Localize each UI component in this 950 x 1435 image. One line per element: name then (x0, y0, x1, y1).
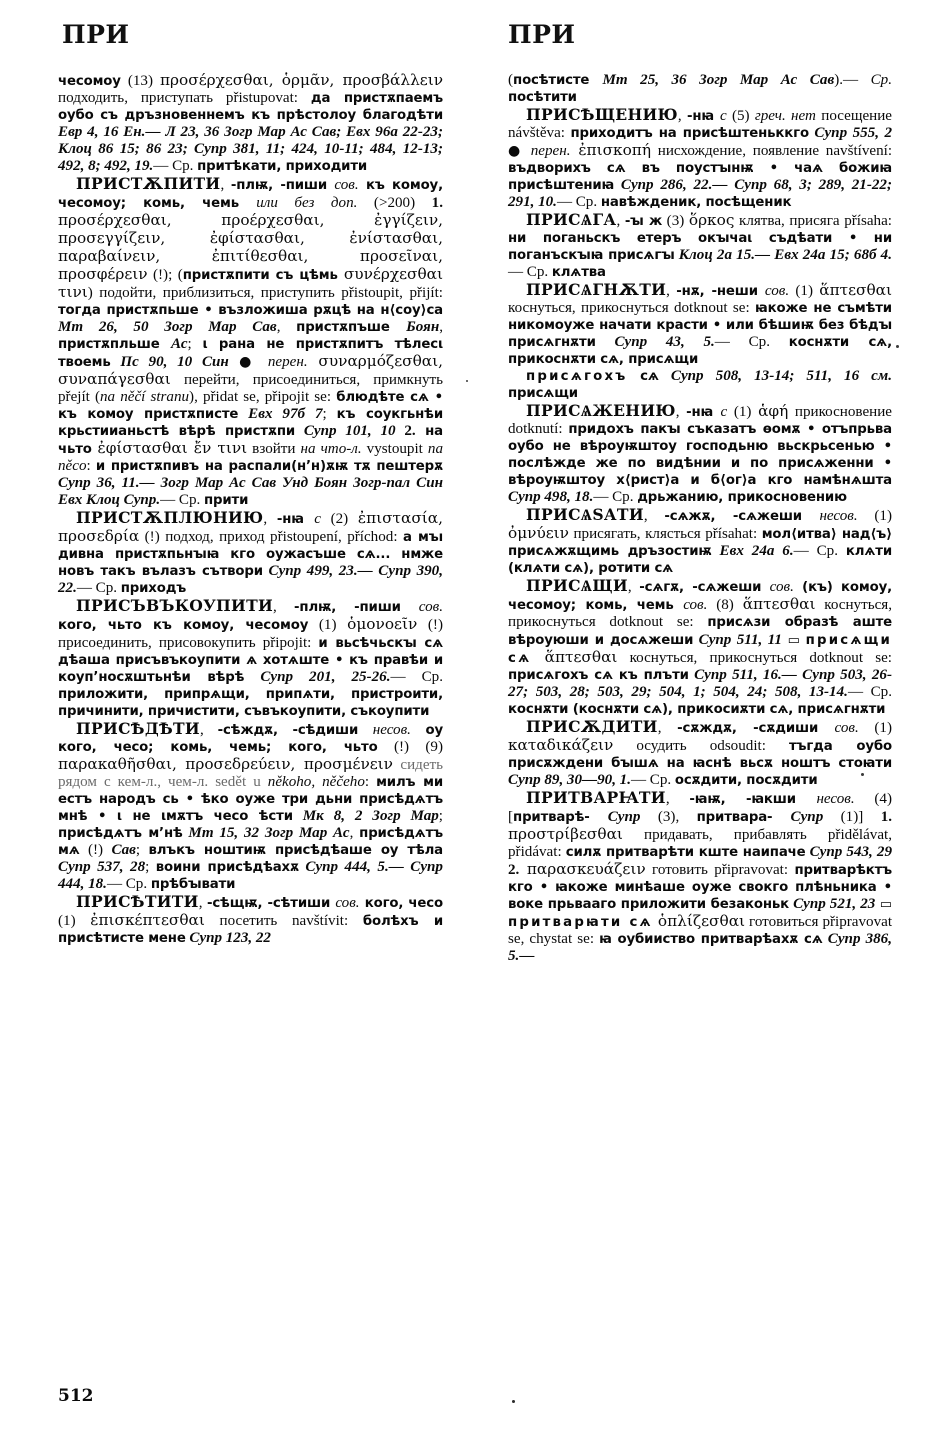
text-run: návštěva: (508, 125, 571, 142)
text-run: или без доп. (256, 195, 358, 212)
text-run: — Ср. (714, 334, 789, 351)
text-run: и пристѫпивъ на распали(н’н)ѫѭ тѫ пештерѫ (95, 459, 443, 475)
text-run: ПРИСѦЖЕНИЮ (526, 401, 676, 421)
text-run: Супр 123, 22 (185, 929, 271, 946)
text-run: přistoupit, přijít: (341, 285, 443, 302)
text-run: ▭ (781, 632, 806, 648)
text-run: взойти (247, 441, 301, 458)
text-run: ὁπλίζεσθαι (652, 911, 746, 930)
text-run: ; (322, 406, 337, 423)
text-run: -нꙗ (686, 109, 720, 125)
text-run: подходить, приступать (58, 90, 226, 107)
text-run: (!) присоединить, присовокупить (58, 617, 443, 651)
text-run: παρακαθῆσθαι, προσεδρεύειν, προσμένειν (58, 754, 393, 773)
text-run: παρασκευάζειν (519, 859, 646, 878)
text-run: Супр 498, 18. (508, 489, 594, 506)
text-run: пристѫпити съ цѣмь (182, 268, 344, 284)
text-columns (0, 72, 950, 965)
text-run: 2. (404, 423, 416, 440)
text-run: ● (508, 143, 531, 160)
continuation-from-left-column (508, 72, 892, 106)
text-run: Супр 537, 28 (58, 858, 146, 875)
text-run: сов. (334, 177, 359, 194)
text-run: и вьсѣчьскꙑ сѧ дѣаша присъвъкоупити ѧ хотѧште • къ правѣи и коуп’носѫштьнѣи вѣрѣ (58, 635, 443, 685)
text-run: (1) (858, 719, 892, 736)
text-run: — Ср. (593, 489, 638, 506)
text-run: , (273, 599, 295, 616)
text-run: ἁφή (758, 402, 789, 421)
text-run: влъкъ ноштиѭ присѣдѣаше оу тѣла (148, 842, 443, 858)
entry-pristopiti (58, 175, 443, 509)
text-run: Супр 36, 11.— Зогр Мар Ас Сав Унд Боян Зогр-пал Син Евх Клоц Супр. (58, 475, 443, 509)
text-run: někoho, něčeho (267, 773, 365, 790)
text-run: клятва, присяга (734, 213, 845, 230)
text-run: ).— (834, 72, 871, 88)
text-run: притварꙗти сѧ (508, 914, 653, 930)
text-run: Супр 543, 29 (805, 843, 892, 860)
text-run: тъгда оубо присѫждени бꙑшѧ на ꙗснѣ вьсѫ ноштъ стоꙗти (508, 738, 892, 771)
text-run: , (349, 824, 360, 841)
text-run: болѣхъ и присѣтисте мене (58, 913, 443, 946)
text-run: кого, чесо (359, 895, 443, 911)
text-run: ПРИСѢТИТИ (76, 891, 199, 911)
text-run: -нꙗ (276, 512, 315, 528)
text-run: Мт 26, 50 Зогр Мар Сав (58, 319, 277, 336)
text-run: Мт 15, 32 Зогр Мар Ас (182, 824, 350, 841)
text-run: — Ср. (106, 875, 151, 892)
text-run: ПРИСѦЩИ (526, 576, 628, 596)
text-run: с (314, 511, 321, 528)
running-head-left-wrap (0, 22, 450, 47)
entry-prisagoh-crossref (508, 368, 892, 402)
text-run: -сѧжѫ, -сѧжеши (664, 509, 820, 525)
text-run: придавать, прибавлять (622, 826, 828, 843)
text-run: připravovat se, chystat se: (508, 913, 893, 947)
text-run: сѧ (627, 369, 659, 385)
text-run: dotknout se: (609, 614, 708, 631)
text-run: Супр 508, 13-14; 511, 16 см. (658, 368, 892, 385)
text-run: — Ср. (76, 580, 121, 597)
text-run: (!); ( (147, 267, 183, 284)
page-number: 512 (58, 1386, 94, 1406)
text-run: , (643, 508, 665, 525)
running-head-right: ПРИ (508, 20, 576, 49)
text-run: осѫдити, посѫдити (674, 772, 818, 788)
text-run: Супр 43, 5. (595, 334, 715, 351)
text-run: въдворихъ сѧ въ поустꙑнѭ • чаѧ божиꙗ присѣштениꙗ (508, 161, 892, 194)
text-run: προσέρχεσθαι, προέρχεσθαι, ἐγγίζειν, προσεγγίζειν, ἐφίστασθαι, ἐνίστασθαι, παραβαίνειν, ἐπιτίθεσθαι, προσεῖναι, προσφέρειν (58, 211, 443, 284)
text-run: sedět u (215, 773, 268, 790)
text-run: (1) (727, 404, 759, 421)
text-run: Супр 444, 5.— Супр 444, 18. (58, 858, 443, 892)
text-run: клѧти (клѧти сѧ), ротити сѧ (508, 544, 892, 577)
text-run: коснѫти (коснѫти сѧ), прикосиѫти сѧ, присѧгнѫти (508, 701, 886, 717)
text-run: пристѫпльше (58, 337, 171, 353)
text-run: ), přidat se, připojit se: (189, 389, 337, 406)
text-run: силѫ притварѣти кште наипаче (565, 844, 806, 860)
text-run: Мк 8, 2 Зогр Мар (292, 807, 439, 824)
text-run: присѧщи (508, 386, 578, 402)
text-run: συνέρχεσθαι τινι (58, 265, 443, 302)
text-run: προσέρχεσθαι, ὁρμᾶν, προσβάλλειν (160, 71, 443, 89)
text-run: милъ ми естъ народъ сь • ѣко оуже три дьни присѣдѧтъ мнѣ • ι не ιмѫтъ чесо ѣсти (58, 774, 443, 824)
text-run: блюдѣте сѧ • къ комоу пристѫписте (58, 390, 443, 423)
text-run: готовиться (745, 913, 823, 930)
text-run: прикосновение (788, 404, 893, 421)
text-run: ἅπτεσθαι (742, 595, 816, 614)
text-run: къ соукгьнѣи крьстиианьстѣ вѣрѣ пристѫпи (58, 407, 443, 440)
text-run: (13) (120, 73, 160, 89)
text-run: Супр 511, 16.— Супр 503, 26-27; 503, 28; 503, 29; 504, 1; 504, 24; 508, 13-14. (508, 666, 892, 700)
text-run: клѧтва (551, 265, 606, 281)
text-run: ι рана не пристѫпитъ тѣлесι твоемь (58, 337, 444, 371)
text-run: ПРИСѪДИТИ (526, 716, 658, 736)
text-run: (1) (857, 508, 892, 525)
text-run: (1) (58, 912, 91, 929)
text-run: нисхождение, появление (651, 143, 826, 160)
text-run: Супр 499, 23.— Супр 390, 22. (58, 563, 443, 597)
continuation-from-previous-page (58, 72, 443, 175)
text-run: dotknout se: (809, 649, 892, 666)
text-run: сов. (769, 579, 794, 596)
text-run: перен. (530, 143, 571, 160)
text-run: (>200) (357, 195, 432, 212)
text-run: а мъı дивна пристѫпьнꙑꙗ кго оужасъше сѧ... нмже новъ такъ вълазъ сътвори (58, 530, 443, 580)
text-run: , (675, 404, 687, 421)
text-run: vystoupit (361, 441, 428, 458)
entry-prisazati (508, 506, 892, 577)
text-run: (8) (707, 597, 743, 614)
text-run: посѣтити (508, 90, 577, 106)
text-run: -сѧгѫ, -сѧжеши (639, 580, 770, 596)
column-left (0, 72, 455, 965)
text-run: сидеть рядом с кем-л., чем-л. (58, 756, 444, 790)
text-run: Супр 201, 25-26. (244, 668, 391, 685)
text-run: ὅρκος (688, 211, 735, 230)
text-run: -ꙑ ж (624, 214, 663, 230)
text-run: готовить (645, 861, 715, 878)
text-run: притвара- (696, 809, 791, 825)
text-run: (1)] (823, 808, 881, 825)
text-run: сов. (335, 894, 360, 911)
text-run: сов. (834, 719, 859, 736)
text-run: мол⟨итва⟩ над⟨ъ⟩ присѧжѫщимь дръзостиѭ (508, 527, 893, 560)
text-run: -нѫ, -неши (676, 284, 765, 300)
text-run: присѧгохъ (526, 369, 628, 385)
text-run: ПРИТВАРꙖТИ (526, 787, 666, 807)
text-run: ПРИСѦЅАТИ (526, 505, 644, 525)
text-run: Супр 555, 2 (808, 125, 892, 142)
text-run: (!) (79, 841, 112, 858)
text-run: ὀμνύειν (508, 524, 569, 543)
text-run: несов. (819, 508, 858, 525)
text-run: — Ср. (793, 543, 846, 560)
text-run: навѣжденик, посѣщеник (600, 195, 792, 211)
text-run: присѧгохъ сѧ къ плъти (508, 667, 689, 683)
text-run: přejít ( (58, 389, 100, 406)
text-run: приходитъ на присѣштеньккго (570, 126, 809, 142)
text-run: ( (508, 72, 514, 88)
text-run: ПРИСѢДѢТИ (76, 718, 200, 738)
text-run: (2) (320, 511, 358, 528)
text-run: притварѣктъ кго • ꙗкоже минѣаше оуже свокго плѣньника • воке прьвааго приложити безаконьк (508, 862, 892, 912)
entry-prisazenie (508, 402, 892, 506)
text-run: посѣтисте (513, 73, 603, 88)
text-run: , (199, 721, 218, 738)
text-run: navštívení: (825, 143, 893, 160)
text-run: оу кого, чесо; комь, чемь; кого, чьто (58, 722, 443, 755)
text-run: Сав (111, 841, 136, 858)
text-run: присѣдѧтъ м’нѣ (58, 825, 183, 841)
text-run: притварѣ- (513, 809, 608, 825)
text-run: ὁμονοεῖν (347, 615, 418, 634)
text-run: чесомоу (58, 74, 121, 89)
text-run: -плѭ, -пиши (230, 178, 335, 194)
text-run: ; (135, 841, 149, 858)
text-run: Супр (607, 808, 641, 825)
text-run: — Ср. (153, 158, 198, 175)
text-run: -сѣщѭ, -сѣтиши (206, 895, 336, 911)
text-run: ἐπιστασία, προσεδρία (58, 509, 443, 546)
entry-prisasti (508, 577, 892, 717)
text-run: — Ср. (508, 264, 552, 281)
text-run: , (627, 579, 640, 596)
text-run: , (263, 511, 277, 528)
text-run: (4) [ (508, 790, 892, 825)
text-run: (3), (640, 808, 697, 825)
text-run: Ср. (870, 72, 892, 88)
text-run: ни поганьскъ етеръ окꙑчаι съдѣати • ни поганъскꙑꙗ присѧгꙑ (508, 231, 892, 264)
text-run: ; (187, 336, 203, 353)
text-run: коснѫти сѧ, прикоснѫти сѧ, присѧщи (508, 335, 893, 368)
text-run: προστρίβεσθαι (508, 824, 623, 843)
text-run: сов. (683, 597, 708, 614)
text-run: несов. (372, 721, 411, 738)
text-run: -сѫждѫ, -сѫдиши (677, 720, 835, 736)
text-run: dotknutí: (508, 421, 569, 438)
text-run: (1) (308, 617, 348, 634)
text-run: присѧщи сѧ (508, 632, 892, 666)
text-run: připravovat: (714, 861, 795, 878)
text-run: Мт 25, 36 Зогр Мар Ас Сав (602, 72, 835, 88)
entry-pritvarjati (508, 789, 892, 965)
text-run: ; (145, 858, 156, 875)
text-run: dotknout se: (673, 300, 755, 317)
text-run: дрьжанию, прикосновению (637, 490, 847, 506)
text-run: přísaha: (844, 213, 892, 230)
text-run: přistoupení, příchod: (270, 529, 404, 546)
text-run: , (677, 108, 687, 125)
text-run: посетить (204, 912, 292, 929)
column-right (455, 72, 910, 965)
text-run: (!) (9) (377, 738, 443, 755)
text-run: odsoudit: (709, 737, 789, 754)
text-run: ПРИСѦГНѪТИ (526, 280, 667, 300)
running-head-left: ПРИ (62, 20, 130, 49)
text-run: — Ср. (390, 668, 443, 685)
text-run: ἅπτεσθαι (819, 281, 892, 300)
entry-pristoplenie (58, 509, 443, 597)
text-run: , (276, 319, 297, 336)
text-run: воини присѣдѣахѫ (155, 859, 299, 875)
text-run: , (220, 177, 231, 194)
text-run: присѧзи образѣ аште вѣроуюши и досѧжеши (508, 615, 892, 648)
text-run: — Ср. (160, 492, 204, 509)
text-run: ἐπισκοπή (570, 141, 652, 160)
text-run: греч. нет (754, 108, 816, 125)
text-run: коснуться, прикоснуться (508, 300, 674, 317)
text-run: ) подойти, приблизиться, приступить (87, 285, 342, 302)
text-run: ἅπτεσθαι (531, 647, 618, 666)
text-run: (1) (789, 283, 820, 300)
text-run: с (719, 108, 727, 125)
text-run: Супр 89, 30—90, 1. (508, 771, 631, 788)
text-run: ПРИСѦГА (526, 210, 617, 230)
text-run: на чьто (58, 424, 444, 458)
text-run: ἐπισκέπτεσθαι (90, 910, 205, 929)
text-run: -плѭ, -пиши (294, 600, 419, 616)
text-run: přistupovat: (225, 90, 311, 107)
text-run: ▭ (875, 896, 892, 912)
text-run: приходъ (120, 581, 187, 597)
text-run: тогда пристѫпьше • възложиша рѫцѣ на н⟨соу⟩са (58, 303, 443, 319)
text-run: пристѫпъше (296, 320, 407, 336)
text-run: ἐφίστασθαι ἔν τινι (97, 439, 248, 458)
scan-artifact-dot (896, 345, 899, 348)
text-run: — Ср. (847, 683, 893, 700)
text-run: (къ) комоу, чесомоу; комь, чемь (508, 580, 892, 614)
scan-artifact-dot (512, 1400, 515, 1403)
text-run: къ комоу, чесомоу; комь, чемь (58, 178, 443, 212)
entry-prisedeti (58, 720, 443, 893)
entry-prisagnoti (508, 281, 892, 368)
text-run: Евх 24а 6. (711, 543, 794, 560)
text-run: с (720, 404, 728, 421)
text-run: несов. (816, 790, 855, 807)
text-run: Евр 4, 16 Ен.— Л 23, 36 Зогр Мар Ас Сав; Евх 96а 22-23; Клоц 86 15; 86 23; Супр 381, 11; 424, 10-11; 484, 12-13; 492, 8; 492, 19. (58, 124, 443, 175)
entry-prisoditi (508, 718, 892, 789)
text-run: , (665, 790, 690, 807)
text-run: ꙗкоже не съмѣти никомоуже начати красти • или бѣшиѭ без бѣдꙑ присѧгнѫти (508, 301, 892, 351)
text-run: Боян (406, 319, 440, 336)
text-run: συναρμόζεσθαι, συναπάγεσθαι (58, 352, 443, 389)
text-run: (!) подход, приход (139, 529, 271, 546)
text-run: ; (438, 807, 443, 824)
text-run: , (198, 894, 207, 911)
text-run: Супр 521, 23 (789, 895, 876, 912)
text-run: — Ср. (556, 194, 601, 211)
text-run: посещение (815, 108, 892, 125)
text-run: připojit: (262, 634, 319, 651)
text-run: придохъ пакꙑ съказатъ ѳомѫ • отъпрьва оубо не вѣроуѭштоу господьню вьскрьсенью • послѣжде же по видѣнии и по присѧженни • вѣроуѭштоу х⟨рист⟩а и б⟨ог⟩а кго намѣнѧшта (508, 422, 892, 489)
text-run: ПРИСТѪПЛЮНИЮ (76, 508, 264, 528)
text-run: 2. (508, 861, 520, 878)
text-run: перен. (267, 354, 308, 371)
text-run: Супр 386, 5.— (508, 930, 892, 964)
text-run: коснуться, прикоснуться (617, 649, 810, 666)
text-run: -сѣждѫ, -сѣдиши (217, 722, 373, 738)
text-run: -нꙗ (686, 405, 721, 421)
text-run: прѣбꙑвати (150, 876, 236, 892)
text-run: ꙗ оубииство притварѣахѫ сѧ (599, 931, 823, 947)
text-run: ПРИСТѪПИТИ (76, 174, 221, 194)
text-run: , (666, 283, 677, 300)
text-run: καταδικάζειν (508, 735, 614, 754)
text-run: осудить (613, 737, 710, 754)
text-run: прити (203, 493, 249, 509)
entry-prisvokupiti (58, 597, 443, 719)
text-run: присѣдѧтъ мѧ (58, 825, 443, 858)
text-run: 1. (431, 195, 443, 212)
text-run: (3) (662, 213, 689, 230)
text-run: притѣкати, приходити (197, 159, 368, 175)
text-run: ПРИСЪВЪКОУПИТИ (76, 596, 274, 616)
text-run: кого, чьто къ комоу, чесомоу (58, 618, 309, 634)
text-run: на что-л. (300, 441, 362, 458)
entry-prisestenie (508, 106, 892, 211)
text-run: : (364, 773, 377, 790)
text-run: (5) (726, 108, 755, 125)
running-head-right-wrap (450, 22, 900, 47)
text-run: na něčí stranu (100, 389, 190, 406)
text-run: Супр 511, 11 (693, 631, 782, 648)
text-run: , (439, 319, 443, 336)
text-run: да пристѫпаемъ оубо съ дръзновеннемъ къ прѣстолоу благодѣти (58, 91, 443, 124)
text-run: navštívit: (291, 912, 363, 929)
text-run: Клоц 2а 15.— Евх 24а 15; 68б 4. (674, 247, 893, 264)
text-run: Супр 101, 10 (295, 423, 405, 440)
text-run: Ас (171, 336, 188, 353)
text-run: сов. (764, 283, 790, 300)
text-run: 1. (880, 808, 893, 825)
running-heads (0, 22, 950, 47)
text-run: na něco (58, 441, 443, 475)
text-run: ● (228, 354, 268, 371)
entry-prisaga (508, 211, 892, 281)
text-run: , (616, 213, 625, 230)
text-run: Пс 90, 10 Син (110, 354, 229, 371)
text-run: Евх 97б 7 (238, 406, 323, 423)
text-run: přísahat: (705, 526, 762, 543)
text-run: присягать, клясться (568, 526, 706, 543)
text-run: перейти, присоединиться, примкнуть (170, 372, 443, 389)
entry-prisetiti (58, 893, 443, 947)
scan-artifact-dot (466, 380, 468, 382)
text-run: , (657, 719, 678, 736)
text-run: — Ср. (630, 771, 675, 788)
scan-artifact-dot (861, 773, 864, 776)
text-run: Супр 286, 22.— Супр 68, 3; 289, 21-22; 291, 10. (508, 177, 892, 211)
text-run: ПРИСѢЩЕНИЮ (526, 105, 678, 125)
text-run: коснуться, прикоснуться (508, 597, 892, 631)
text-run: приложити, припрѧщи, припѧти, пристроити, причинити, причистити, съвъкоупити, съкоупити (58, 686, 443, 719)
text-run: сов. (418, 599, 443, 616)
text-run: přidělávat, přidávat: (508, 826, 892, 860)
text-run: -ꙗѭ, -ꙗкши (689, 791, 817, 807)
text-run: : (86, 458, 96, 475)
text-run: Супр (790, 808, 824, 825)
